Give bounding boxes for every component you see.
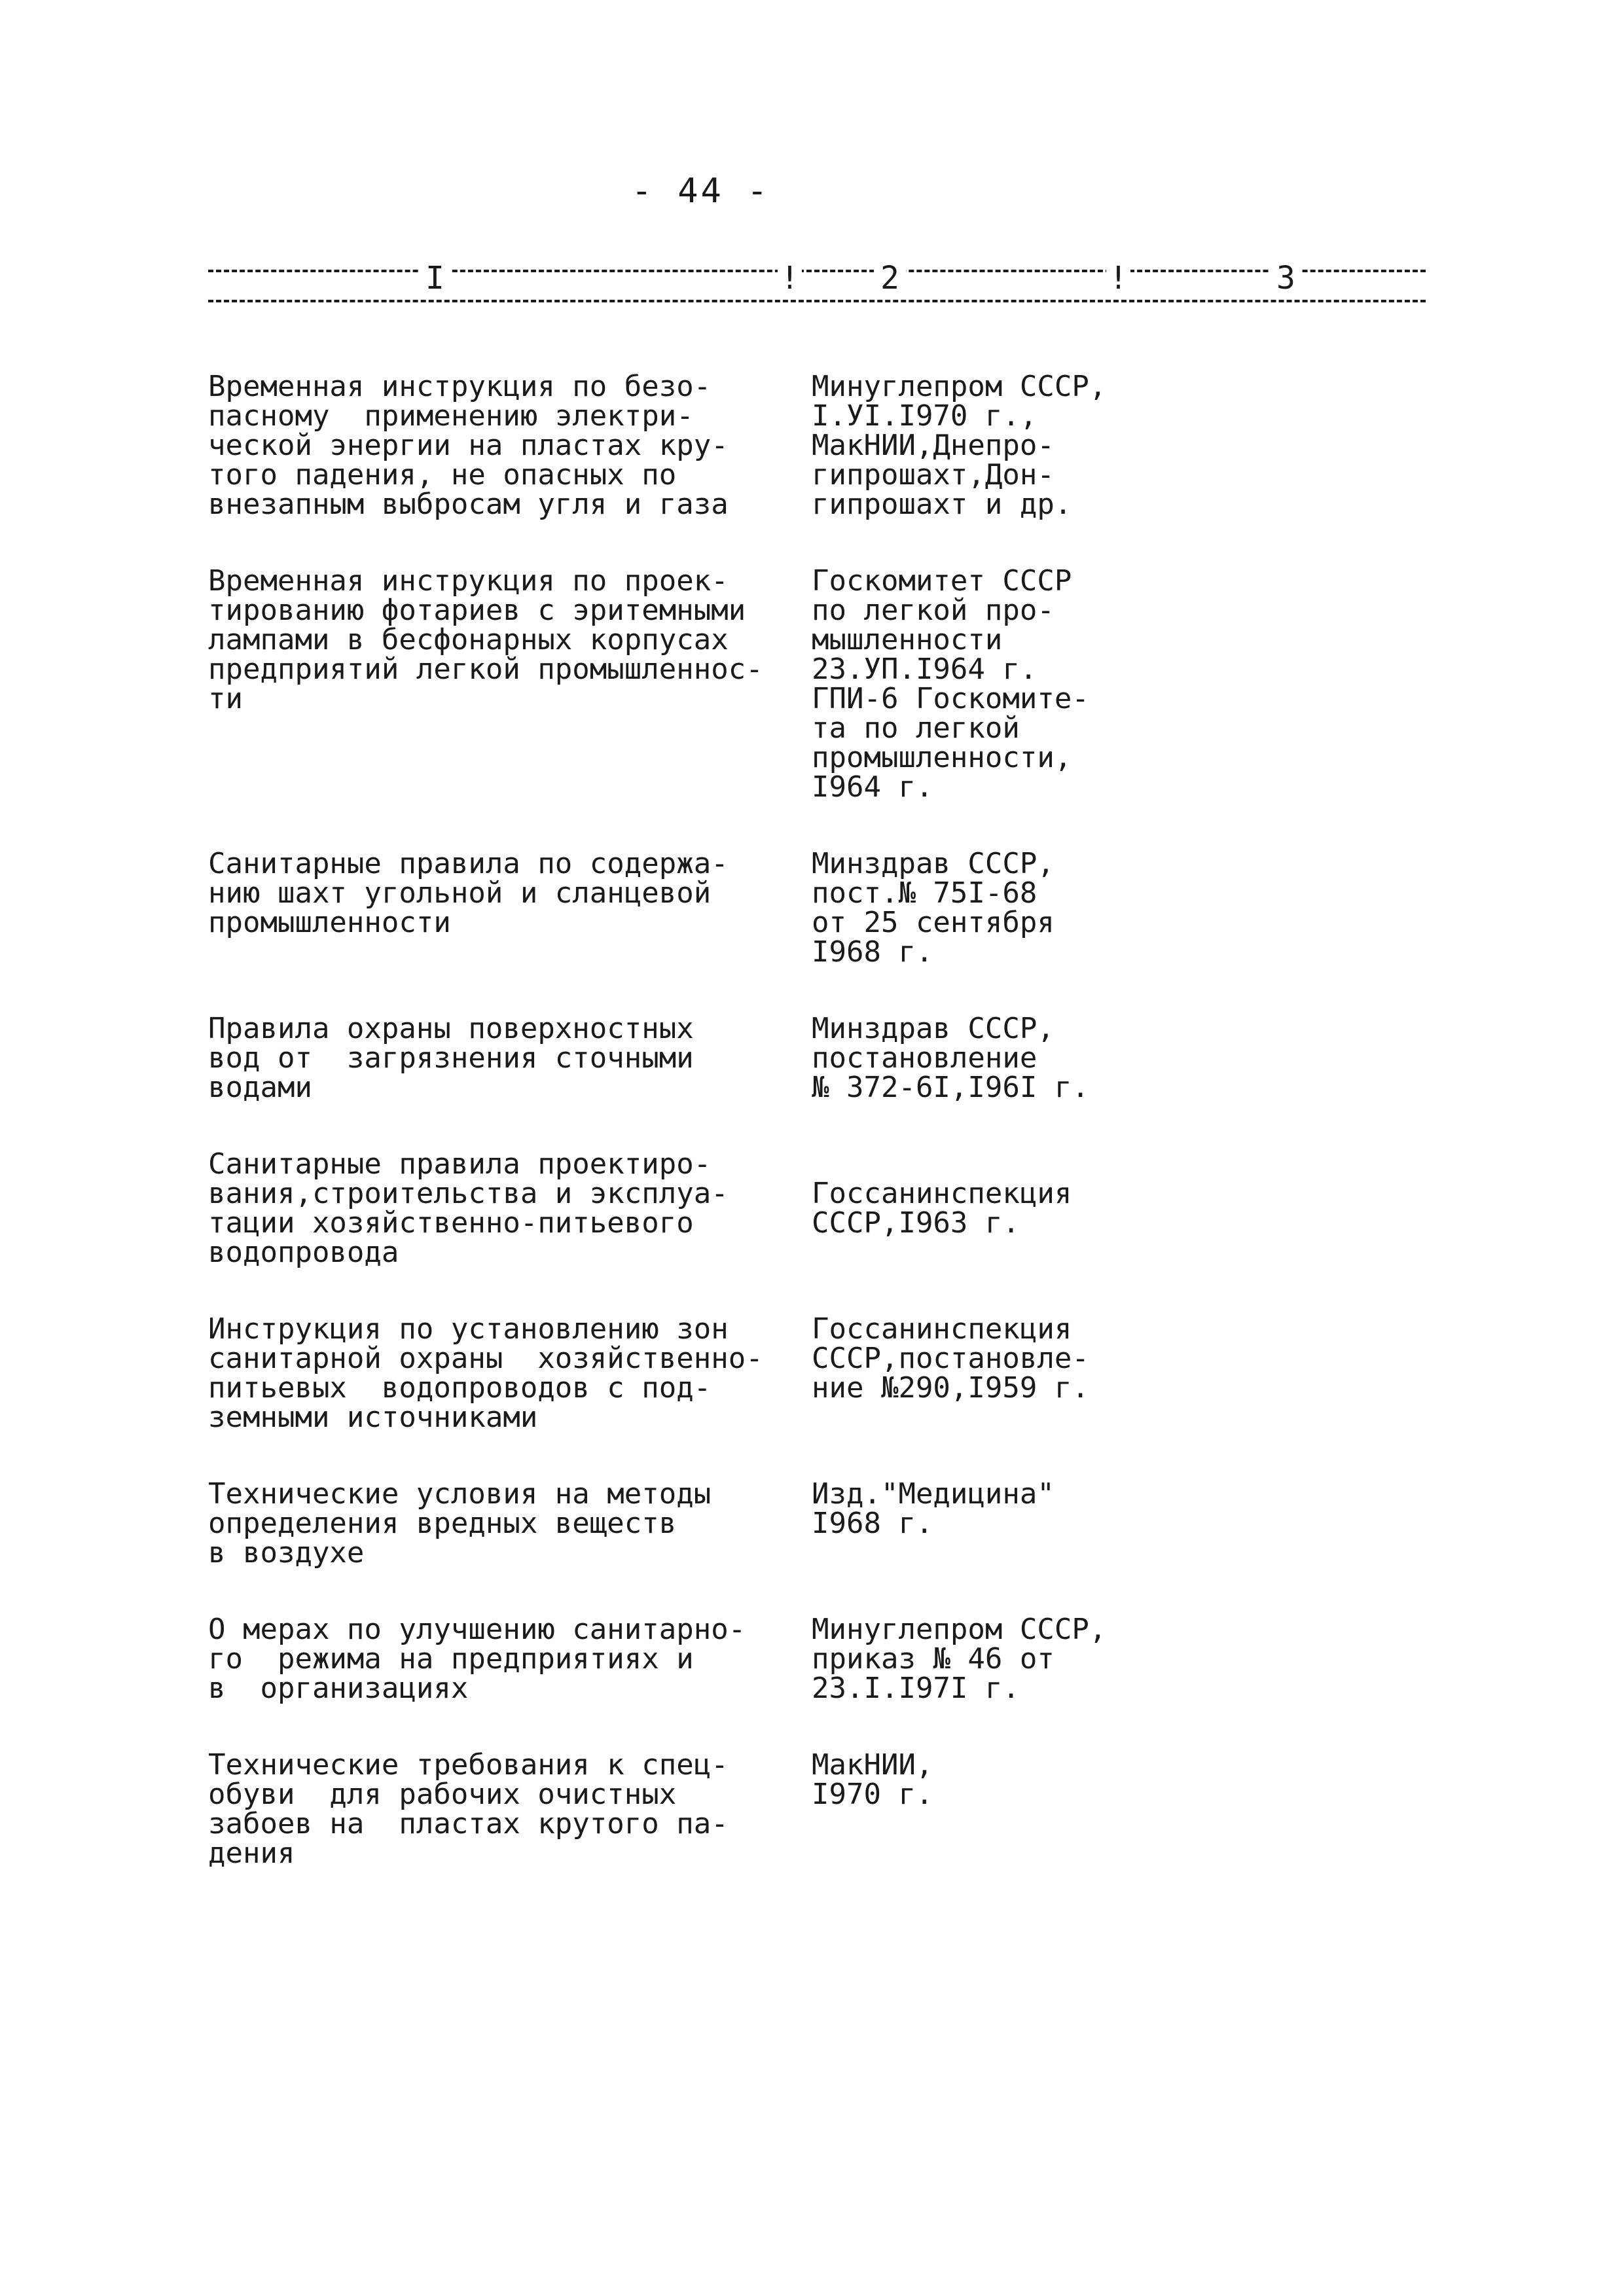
entry-source: Госсанинспекция СССР,I963 г.	[812, 1177, 1072, 1240]
column-header-2: 2	[874, 259, 906, 297]
entry-title: Правила охраны поверхностных вод от загрязнения сточными водами	[208, 1012, 694, 1104]
column-separator-1: !	[778, 259, 802, 297]
list-item	[208, 1149, 1426, 1267]
entry-title: Технические требования к спец- обуви для рабочих очистных забоев на пластах крутого па- дения	[208, 1748, 729, 1870]
entries-list	[208, 372, 1426, 1868]
list-item	[208, 372, 1426, 519]
header-rule-bottom	[208, 300, 1426, 302]
entry-source: МакНИИ, I970 г.	[812, 1748, 933, 1811]
list-item	[208, 1615, 1426, 1703]
entry-source: Минздрав СССР, постановление № 372-6I,I96I г.	[812, 1012, 1089, 1104]
list-item	[208, 1750, 1426, 1868]
list-item	[208, 849, 1426, 967]
entry-title: Санитарные правила по содержа- нию шахт угольной и сланцевой промышленности	[208, 847, 729, 939]
entry-title: Инструкция по установлению зон санитарной охраны хозяйственно- питьевых водопроводов с под- земными источниками	[208, 1312, 763, 1434]
column-header-3: 3	[1270, 259, 1302, 297]
entry-title: Временная инструкция по проек- тированию фотариев с эритемными лампами в бесфонарных корпусах предприятий легкой промышленнос- ти	[208, 564, 763, 715]
entry-source: Изд."Медицина" I968 г.	[812, 1477, 1055, 1540]
list-item	[208, 566, 1426, 802]
list-item	[208, 1314, 1426, 1432]
entry-title: Санитарные правила проектиро- вания,строительства и эксплуа- тации хозяйственно-питьевого водопровода	[208, 1147, 729, 1269]
list-item	[208, 1479, 1426, 1568]
entry-source: Госкомитет СССР по легкой про- мышленности 23.УП.I964 г. ГПИ-6 Госкомите- та по легкой промышленности, I964 г.	[812, 564, 1089, 804]
entry-source: Минуглепром СССР, I.УI.I970 г., МакНИИ,Днепро- гипрошахт,Дон- гипрошахт и др.	[812, 370, 1107, 521]
list-item	[208, 1014, 1426, 1102]
entry-title: О мерах по улучшению санитарно- го режима на предприятиях и в организациях	[208, 1613, 746, 1705]
entry-source: Минуглепром СССР, приказ № 46 от 23.I.I97I г.	[812, 1613, 1107, 1705]
column-header-1: I	[419, 259, 451, 297]
page-number: - 44 -	[631, 171, 770, 211]
entry-source: Минздрав СССР, пост.№ 75I-68 от 25 сентября I968 г.	[812, 847, 1055, 969]
entry-title: Технические условия на методы определения вредных веществ в воздухе	[208, 1477, 712, 1570]
entry-title: Временная инструкция по безо- пасному применению электри- ческой энергии на пластах кру- того падения, не опасных по внезапным выбросам угля и газа	[208, 370, 729, 521]
column-separator-2: !	[1106, 259, 1130, 297]
entry-source: Госсанинспекция СССР,постановле- ние №290,I959 г.	[812, 1312, 1089, 1405]
header-rule-top	[208, 270, 1426, 272]
